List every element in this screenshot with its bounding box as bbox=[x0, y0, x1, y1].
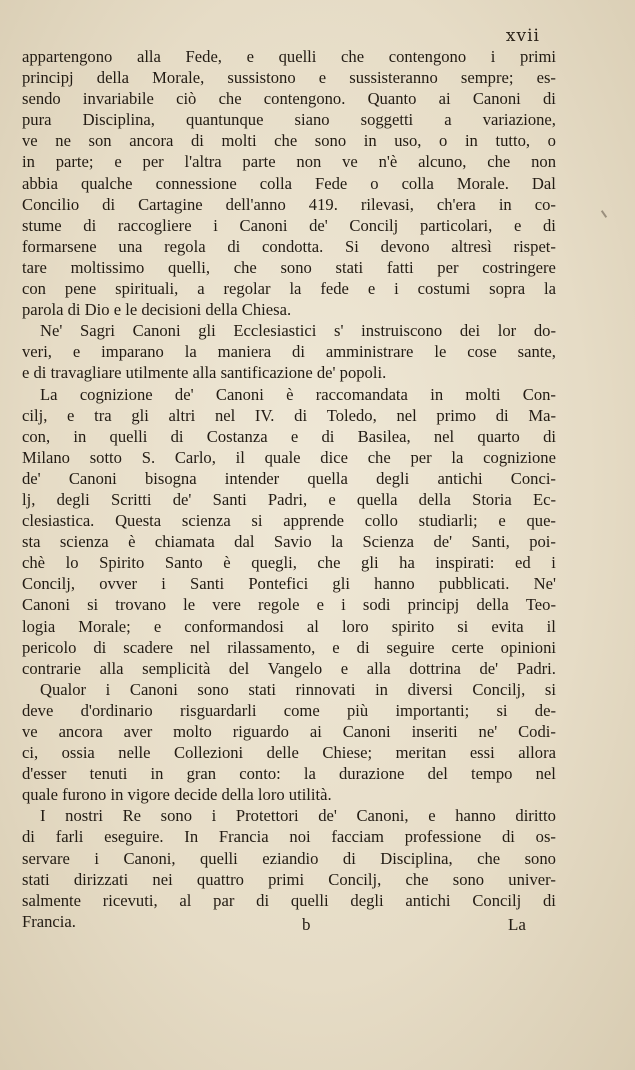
text-line: stume di raccogliere i Canoni de' Concilj particolari, e di bbox=[22, 215, 556, 235]
text-line: d'esser tenuti in gran conto: la durazione del tempo nel bbox=[22, 764, 556, 784]
text-line: lj, degli Scritti de' Santi Padri, e quella della Storia Ec- bbox=[22, 489, 556, 509]
text-line: Ne' Sagri Canoni gli Ecclesiastici s' instruiscono dei lor do- bbox=[40, 321, 556, 341]
margin-mark bbox=[601, 210, 607, 218]
text-line: Concilio di Cartagine dell'anno 419. rilevasi, ch'era in co- bbox=[22, 194, 556, 214]
text-line: appartengono alla Fede, e quelli che contengono i primi bbox=[22, 47, 556, 66]
text-line: Canoni si trovano le vere regole e i sodi principj della Teo- bbox=[22, 595, 556, 615]
text-line: pura Disciplina, quantunque siano soggetti a variazione, bbox=[22, 110, 556, 130]
text-line: con, in quelli di Costanza e di Basilea, nel quarto di bbox=[22, 426, 556, 446]
text-line: di farli eseguire. In Francia noi facciam professione di os- bbox=[22, 827, 556, 847]
text-line: La cognizione de' Canoni è raccomandata in molti Con- bbox=[40, 384, 556, 404]
text-line: Concilj, ovver i Santi Pontefici gli hanno pubblicati. Ne' bbox=[22, 574, 556, 594]
text-line: parola di Dio e le decisioni della Chiesa. bbox=[22, 300, 292, 320]
text-line: chè lo Spirito Santo è quegli, che gli ha inspirati: ed i bbox=[22, 553, 556, 573]
text-line: Milano sotto S. Carlo, il quale dice che per la cognizione bbox=[22, 447, 556, 467]
text-line: deve d'ordinario risguardarli come più importanti; si de- bbox=[22, 700, 556, 720]
text-line: tare moltissimo quelli, che sono stati fatti per costringere bbox=[22, 257, 556, 277]
text-line: cilj, e tra gli altri nel IV. di Toledo, nel primo di Ma- bbox=[22, 405, 556, 425]
text-line: contrarie alla semplicità del Vangelo e alla dottrina de' Padri. bbox=[22, 658, 556, 678]
text-line: servare i Canoni, quelli eziandio di Disciplina, che sono bbox=[22, 848, 556, 868]
text-line: clesiastica. Questa scienza si apprende collo studiarli; e que- bbox=[22, 511, 556, 531]
text-line: sta scienza è chiamata dal Savio la Scienza de' Santi, poi- bbox=[22, 532, 556, 552]
text-line: con pene spirituali, a regolar la fede e i costumi sopra la bbox=[22, 279, 556, 299]
text-line: veri, e imparano la maniera di amministrare le cose sante, bbox=[22, 342, 556, 362]
text-line: de' Canoni bisogna intender quella degli antichi Conci- bbox=[22, 468, 556, 488]
text-line: I nostri Re sono i Protettori de' Canoni, e hanno diritto bbox=[40, 806, 556, 826]
text-line: ve ancora aver molto riguardo ai Canoni inseriti ne' Codi- bbox=[22, 722, 556, 741]
body-text bbox=[22, 46, 556, 932]
text-line: ve ne son ancora di molti che sono in uso, o in tutto, o bbox=[22, 131, 556, 151]
page-number: xvii bbox=[505, 26, 540, 46]
text-line: Francia. bbox=[22, 911, 76, 931]
text-line: formarsene una regola di condotta. Si devono altresì rispet- bbox=[22, 236, 556, 256]
text-line: pericolo di scadere nel rilassamento, e di seguire certe opinioni bbox=[22, 637, 556, 657]
text-line: in parte; e per l'altra parte non ve n'è alcuno, che non bbox=[22, 152, 556, 172]
text-line: sendo invariabile ciò che contengono. Quanto ai Canoni di bbox=[22, 89, 556, 109]
text-line: ci, ossia nelle Collezioni delle Chiese; meritan essi allora bbox=[22, 743, 556, 763]
text-line: salmente ricevuti, al par di quelli degli antichi Concilj di bbox=[22, 890, 556, 910]
text-line: principj della Morale, sussistono e sussisteranno sempre; es- bbox=[22, 68, 556, 88]
text-line: Qualor i Canoni sono stati rinnovati in diversi Concilj, si bbox=[40, 679, 556, 699]
text-line: abbia qualche connessione colla Fede o colla Morale. Dal bbox=[22, 173, 556, 193]
page-footer bbox=[0, 915, 635, 945]
text-line: quale furono in vigore decide della loro utilità. bbox=[22, 785, 332, 805]
text-line: stati dirizzati nei quattro primi Concilj, che sono univer- bbox=[22, 869, 556, 889]
text-line: e di travagliare utilmente alla santificazione de' popoli. bbox=[22, 363, 387, 383]
catchword: La bbox=[508, 915, 526, 934]
signature-mark: b bbox=[302, 915, 311, 934]
text-line: logia Morale; e conformandosi al loro spirito si evita il bbox=[22, 616, 556, 636]
